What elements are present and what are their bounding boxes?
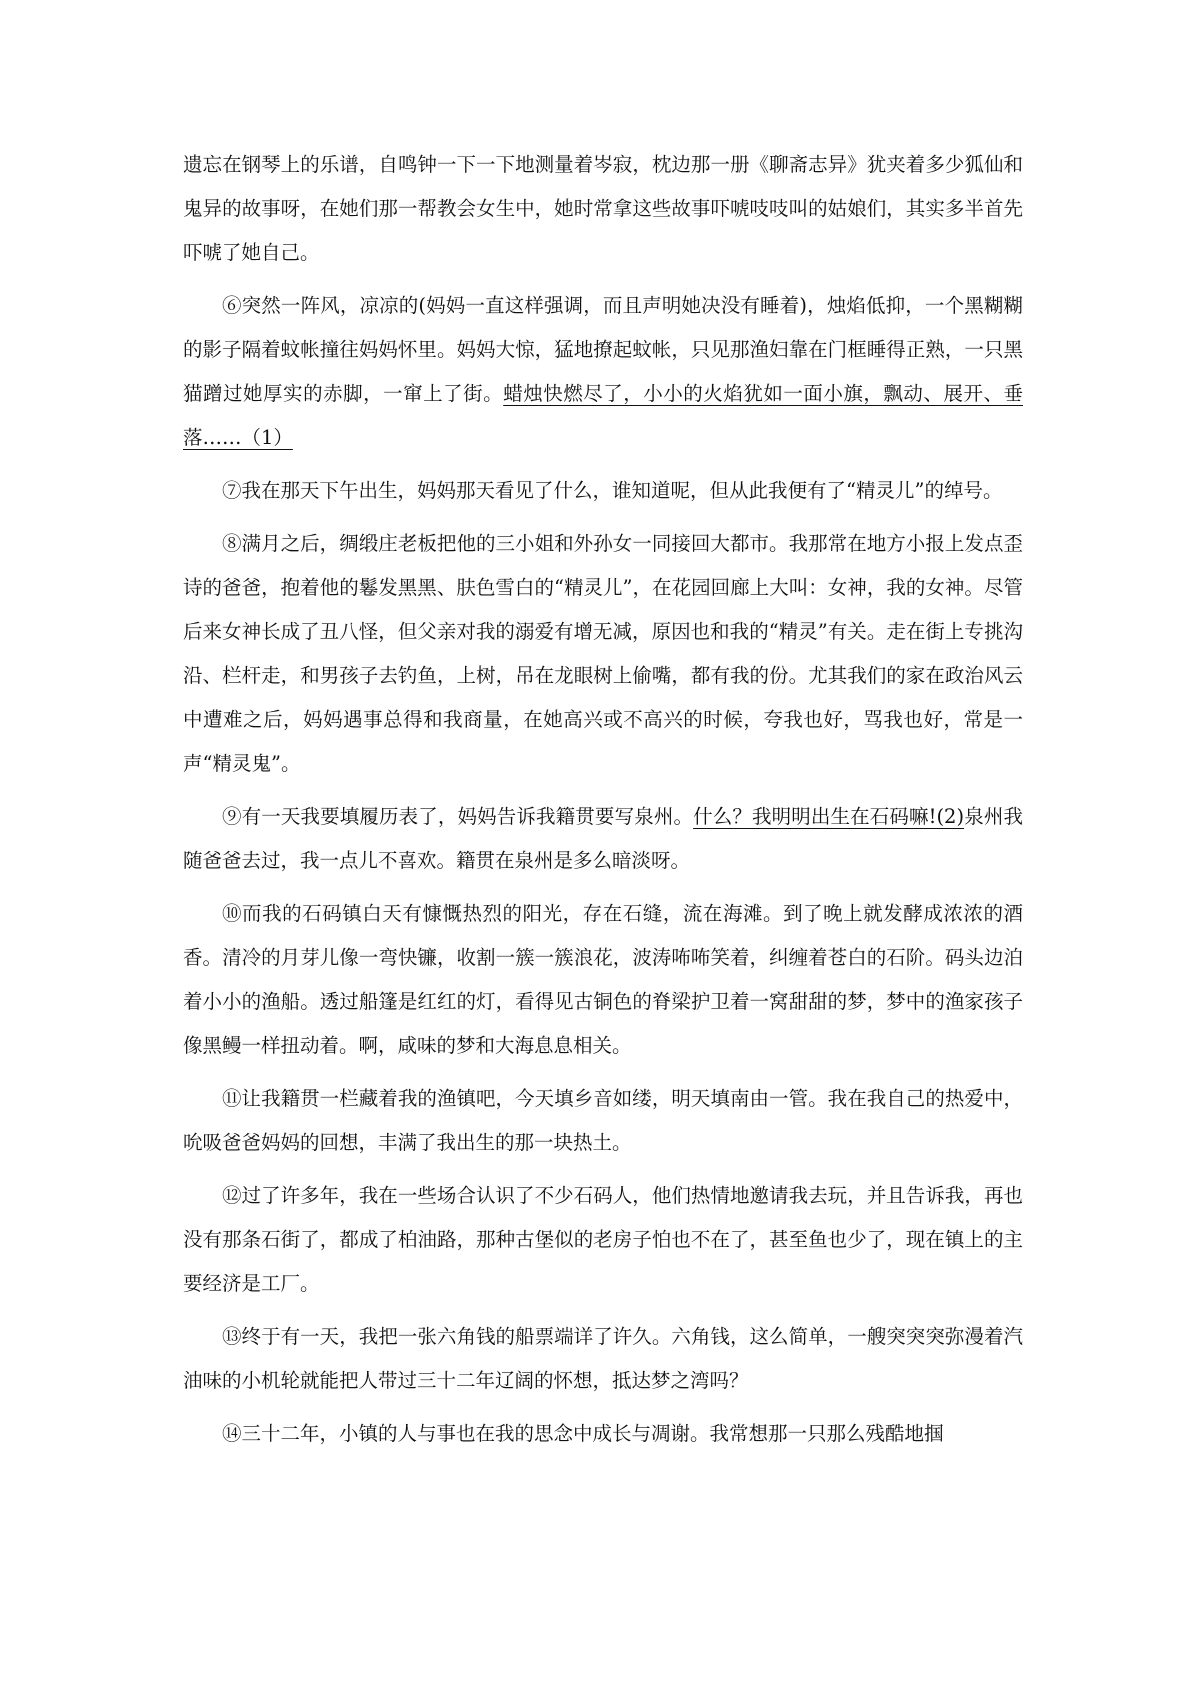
text-segment: ⑬终于有一天，我把一张六角钱的船票端详了许久。六角钱，这么简单，一艘突突突弥漫着汽油味的小机轮就能把人带过三十二年辽阔的怀想，抵达梦之湾吗？ [183, 1325, 1023, 1392]
text-segment: ⑨有一天我要填履历表了，妈妈告诉我籍贯要写泉州。 [222, 805, 694, 828]
underlined-sentence: 什么？我明明出生在石码嘛!(2) [693, 805, 965, 828]
text-segment: 遗忘在钢琴上的乐谱，自鸣钟一下一下地测量着岑寂，枕边那一册《聊斋志异》犹夹着多少狐仙和鬼异的故事呀，在她们那一帮教会女生中，她时常拿这些故事吓唬吱吱叫的姑娘们，其实多半首先吓唬了她自己。 [183, 153, 1023, 264]
text-segment: ⑥突然一阵风，凉凉的(妈妈一直这样强调，而且声明她决没有睡着)，烛焰低抑，一个黑糊糊的影子隔着蚊帐撞往妈妈怀里。妈妈大惊，猛地撩起蚊帐，只见那渔妇靠在门框睡得正熟，一只黑猫蹭过她厚实的赤脚，一窜上了街。 [183, 294, 1023, 405]
paragraph-p12 [183, 1174, 1023, 1306]
text-segment: ⑪让我籍贯一栏藏着我的渔镇吧，今天填乡音如缕，明天填南由一管。我在我自己的热爱中，吮吸爸爸妈妈的回想，丰满了我出生的那一块热土。 [183, 1087, 1023, 1154]
text-segment: 泉州我随爸爸去过，我一点儿不喜欢。籍贯在泉州是多么暗淡呀。 [183, 805, 1023, 872]
paragraph-p7 [183, 469, 1023, 513]
document-page [183, 143, 1023, 1465]
text-segment: ⑫过了许多年，我在一些场合认识了不少石码人，他们热情地邀请我去玩，并且告诉我，再也没有那条石街了，都成了柏油路，那种古堡似的老房子怕也不在了，甚至鱼也少了，现在镇上的主要经济是工厂。 [183, 1184, 1023, 1295]
paragraph-p5-tail [183, 143, 1023, 275]
paragraph-p8 [183, 522, 1023, 786]
text-segment: ⑭三十二年，小镇的人与事也在我的思念中成长与凋谢。我常想那一只那么残酷地掴 [222, 1422, 944, 1445]
underlined-sentence: 蜡烛快燃尽了，小小的火焰犹如一面小旗，飘动、展开、垂落……（1） [183, 382, 1023, 449]
paragraph-p14 [183, 1412, 1023, 1456]
text-segment: ⑩而我的石码镇白天有慷慨热烈的阳光，存在石缝，流在海滩。到了晚上就发酵成浓浓的酒香。清冷的月芽儿像一弯快镰，收割一簇一簇浪花，波涛咘咘笑着，纠缠着苍白的石阶。码头边泊着小小的渔船。透过船篷是红红的灯，看得见古铜色的脊梁护卫着一窝甜甜的梦，梦中的渔家孩子像黑鳗一样扭动着。啊，咸味的梦和大海息息相关。 [183, 902, 1023, 1057]
text-segment: ⑧满月之后，绸缎庄老板把他的三小姐和外孙女一同接回大都市。我那常在地方小报上发点歪诗的爸爸，抱着他的鬈发黑黑、肤色雪白的“精灵儿”，在花园回廊上大叫：女神，我的女神。尽管后来女神长成了丑八怪，但父亲对我的溺爱有增无减，原因也和我的“精灵”有关。走在街上专挑沟沿、栏杆走，和男孩子去钓鱼，上树，吊在龙眼树上偷嘴，都有我的份。尤其我们的家在政治风云中遭难之后，妈妈遇事总得和我商量，在她高兴或不高兴的时候，夸我也好，骂我也好，常是一声“精灵鬼”。 [183, 532, 1023, 775]
paragraph-p11 [183, 1077, 1023, 1165]
paragraph-p9 [183, 795, 1023, 883]
paragraph-p6 [183, 284, 1023, 460]
paragraph-p10 [183, 892, 1023, 1068]
text-segment: ⑦我在那天下午出生，妈妈那天看见了什么，谁知道呢，但从此我便有了“精灵儿”的绰号。 [222, 479, 1003, 502]
paragraph-p13 [183, 1315, 1023, 1403]
